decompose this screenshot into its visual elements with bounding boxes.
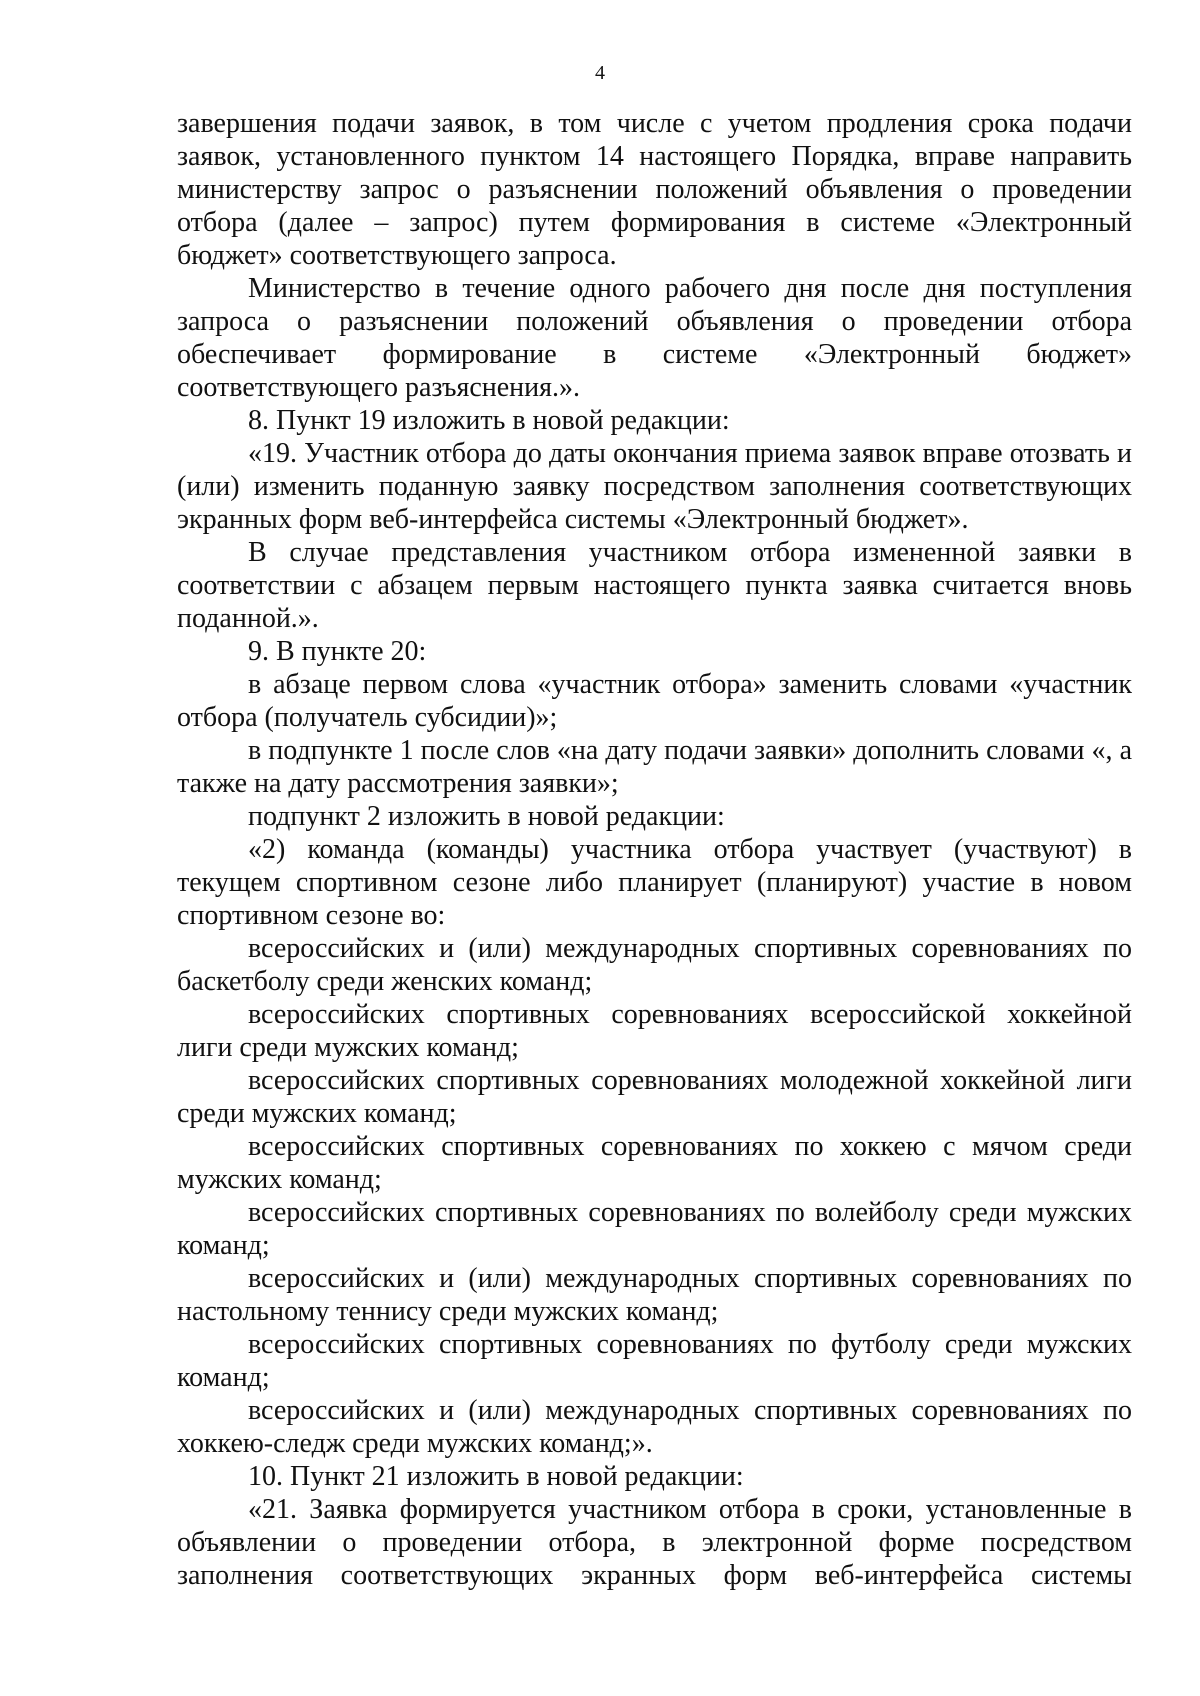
paragraph: 10. Пункт 21 изложить в новой редакции: bbox=[248, 1461, 744, 1492]
paragraph: завершения подачи заявок, в том числе с учетом продления срока подачи заявок, установленного пунктом 14 настоящего Порядка, вправе направить министерству запрос о разъяснении положений объявления о проведении отбора (далее – запрос) путем формирования в системе «Электронный бюджет» соответствующего запроса. bbox=[177, 108, 1132, 271]
paragraph: «21. Заявка формируется участником отбора в сроки, установленные в объявлении о проведении отбора, в электронной форме посредством заполнения соответствующих экранных форм веб-интерфейса системы bbox=[177, 1494, 1132, 1591]
paragraph: всероссийских спортивных соревнованиях по хоккею с мячом среди мужских команд; bbox=[177, 1131, 1132, 1195]
paragraph: «19. Участник отбора до даты окончания приема заявок вправе отозвать и (или) изменить поданную заявку посредством заполнения соответствующих экранных форм веб-интерфейса системы «Электронный бюджет». bbox=[177, 438, 1132, 535]
paragraph: всероссийских спортивных соревнованиях по футболу среди мужских команд; bbox=[177, 1329, 1132, 1393]
paragraph: подпункт 2 изложить в новой редакции: bbox=[248, 801, 725, 832]
document-body bbox=[177, 107, 1132, 1592]
paragraph: всероссийских и (или) международных спортивных соревнованиях по баскетболу среди женских команд; bbox=[177, 933, 1132, 997]
paragraph: всероссийских и (или) международных спортивных соревнованиях по настольному теннису среди мужских команд; bbox=[177, 1263, 1132, 1327]
page-number: 4 bbox=[595, 62, 605, 84]
paragraph: всероссийских спортивных соревнованиях всероссийской хоккейной лиги среди мужских команд; bbox=[177, 999, 1132, 1063]
paragraph: всероссийских спортивных соревнованиях по волейболу среди мужских команд; bbox=[177, 1197, 1132, 1261]
paragraph: Министерство в течение одного рабочего дня после дня поступления запроса о разъяснении положений объявления о проведении отбора обеспечивает формирование в системе «Электронный бюджет» соответствующего разъяснения.». bbox=[177, 273, 1132, 403]
paragraph: всероссийских и (или) международных спортивных соревнованиях по хоккею-следж среди мужских команд;». bbox=[177, 1395, 1132, 1459]
paragraph: в подпункте 1 после слов «на дату подачи заявки» дополнить словами «, а также на дату рассмотрения заявки»; bbox=[177, 735, 1132, 799]
paragraph: 8. Пункт 19 изложить в новой редакции: bbox=[248, 405, 730, 436]
paragraph: всероссийских спортивных соревнованиях молодежной хоккейной лиги среди мужских команд; bbox=[177, 1065, 1132, 1129]
paragraph: «2) команда (команды) участника отбора участвует (участвуют) в текущем спортивном сезоне либо планирует (планируют) участие в новом спортивном сезоне во: bbox=[177, 834, 1132, 931]
paragraph: В случае представления участником отбора измененной заявки в соответствии с абзацем первым настоящего пункта заявка считается вновь поданной.». bbox=[177, 537, 1132, 634]
paragraph: в абзаце первом слова «участник отбора» заменить словами «участник отбора (получатель субсидии)»; bbox=[177, 669, 1132, 733]
paragraph: 9. В пункте 20: bbox=[248, 636, 427, 667]
